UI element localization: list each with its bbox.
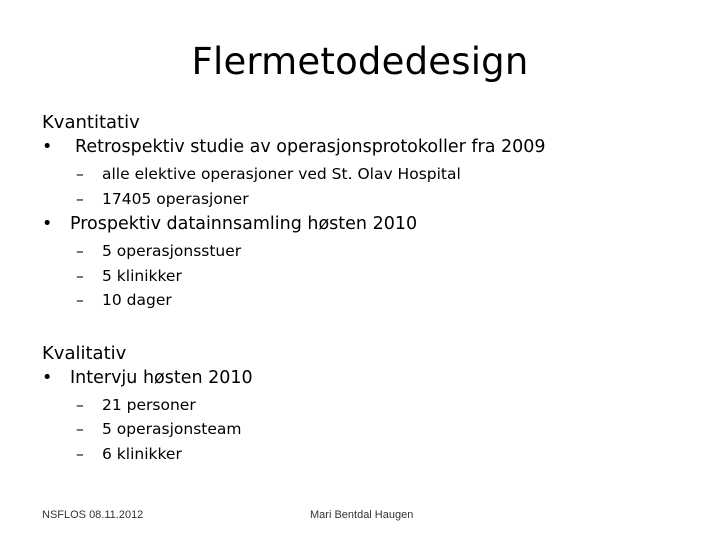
list-item [42, 288, 702, 313]
bullet-dot: • [42, 137, 53, 157]
sublist-retrospektiv [42, 162, 702, 211]
dash-marker: – [76, 242, 84, 260]
section-spacer [42, 313, 702, 343]
dash-marker: – [76, 395, 84, 414]
list-item-text: 5 operasjonsteam [102, 420, 242, 438]
dash-marker: – [76, 420, 84, 438]
bullet-dot: • [42, 367, 53, 388]
section-heading-kvantitativ: Kvantitativ [42, 112, 140, 133]
bullet-text: Prospektiv datainnsamling høsten 2010 [70, 214, 418, 234]
dash-marker: – [76, 444, 84, 463]
bullet-text: Intervju høsten 2010 [70, 367, 253, 388]
list-item-text: 5 klinikker [102, 266, 182, 285]
list-item-text: 6 klinikker [102, 444, 182, 463]
list-item-text: 10 dager [102, 291, 172, 309]
bullet-intervju [42, 367, 702, 389]
list-item [42, 442, 702, 467]
sublist-intervju [42, 393, 702, 467]
dash-marker: – [76, 189, 84, 208]
footer-date: NSFLOS 08.11.2012 [42, 509, 144, 521]
list-item-text: alle elektive operasjoner ved St. Olav Hospital [102, 165, 461, 183]
list-item [42, 187, 702, 212]
list-item-text: 21 personer [102, 395, 196, 414]
slide-title: Flermetodedesign [191, 40, 529, 83]
dash-marker: – [76, 291, 84, 309]
bullet-retrospektiv [42, 136, 702, 158]
list-item [42, 393, 702, 418]
list-item [42, 264, 702, 289]
sublist-prospektiv [42, 239, 702, 313]
list-item [42, 417, 702, 442]
bullet-prospektiv [42, 213, 702, 235]
list-item-text: 17405 operasjoner [102, 189, 249, 208]
dash-marker: – [76, 165, 84, 183]
bullet-dot: • [42, 214, 53, 234]
list-item-text: 5 operasjonsstuer [102, 242, 242, 260]
section-heading-kvalitativ: Kvalitativ [42, 342, 127, 364]
dash-marker: – [76, 266, 84, 285]
list-item [42, 162, 702, 187]
bullet-text: Retrospektiv studie av operasjonsprotokoller fra 2009 [75, 137, 546, 157]
list-item [42, 239, 702, 264]
slide-body [42, 112, 702, 466]
footer-author: Mari Bentdal Haugen [310, 509, 414, 521]
